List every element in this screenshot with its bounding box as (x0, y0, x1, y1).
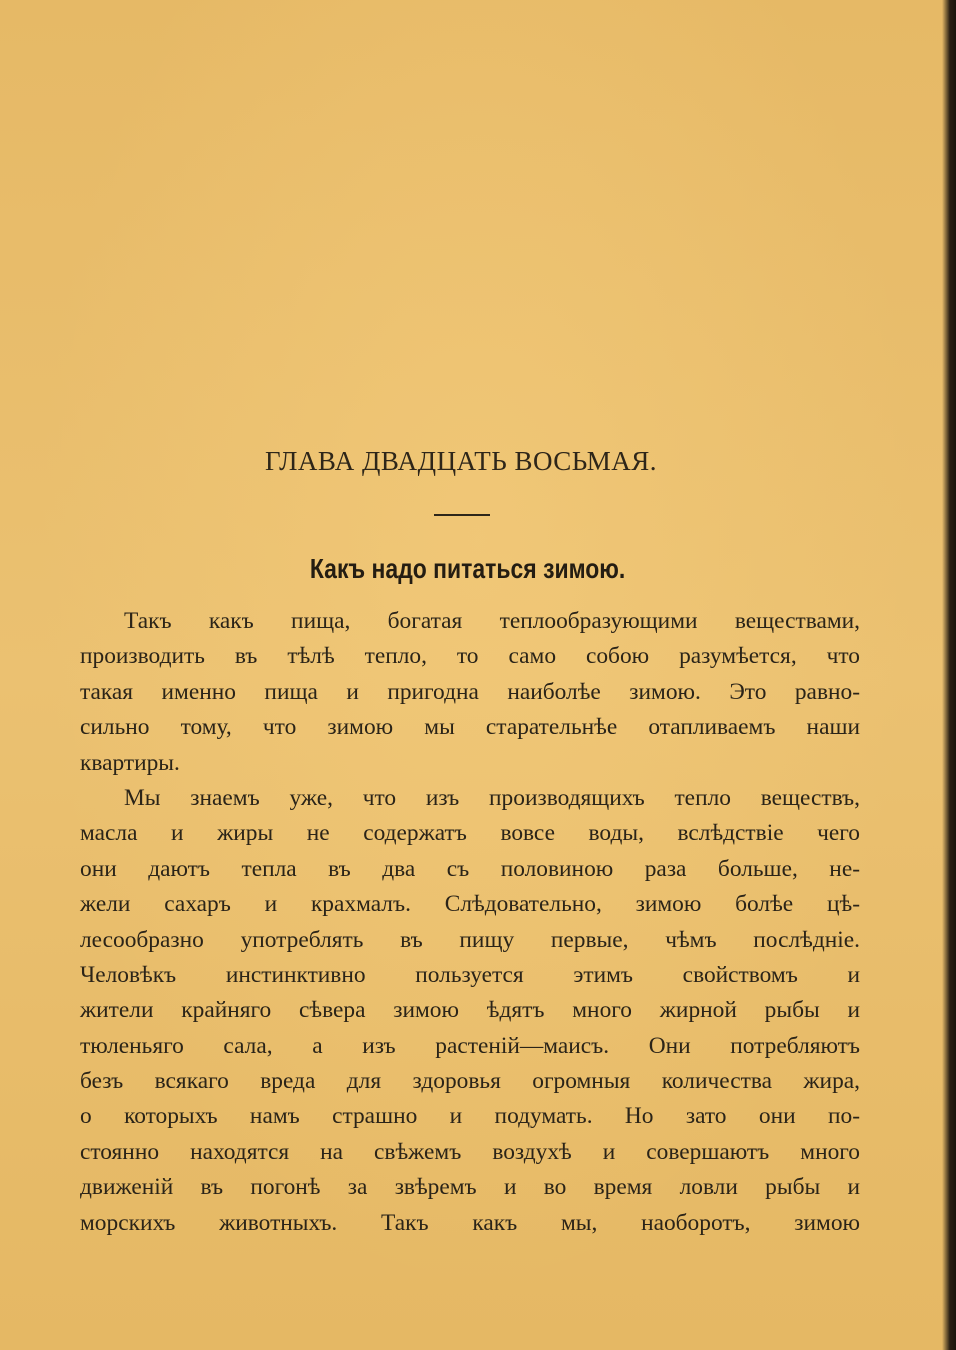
text-line: тюленьяго сала, а изъ растеній—маисъ. Они потребляютъ (80, 1032, 860, 1059)
text-line: о которыхъ намъ страшно и подумать. Но зато они по- (80, 1103, 860, 1130)
text-line: жели сахаръ и крахмалъ. Слѣдовательно, зимою болѣе цѣ- (80, 891, 860, 918)
paragraph-1 (80, 604, 860, 781)
text-line: безъ всякаго вреда для здоровья огромныя количества жира, (80, 1068, 860, 1095)
page-edge-shadow (942, 0, 956, 1350)
section-title: Какъ надо питаться зимою. (309, 553, 626, 584)
text-line: они даютъ тепла въ два съ половиною раза больше, не- (80, 855, 860, 882)
paragraph-2 (80, 781, 860, 1241)
text-line: Мы знаемъ уже, что изъ производящихъ тепло веществъ, (124, 784, 860, 811)
text-line: Человѣкъ инстинктивно пользуется этимъ свойствомъ и (80, 961, 860, 988)
text-line: жители крайняго сѣвера зимою ѣдятъ много жирной рыбы и (80, 997, 860, 1024)
text-line: морскихъ животныхъ. Такъ какъ мы, наоборотъ, зимою (80, 1209, 860, 1236)
text-line: сильно тому, что зимою мы старательнѣе отапливаемъ наши (80, 714, 860, 741)
text-line: такая именно пища и пригодна наиболѣе зимою. Это равно- (80, 678, 860, 705)
text-line: квартиры. (80, 749, 180, 776)
text-line: масла и жиры не содержатъ вовсе воды, вслѣдствіе чего (80, 820, 860, 847)
text-line: движеній въ погонѣ за звѣремъ и во время ловли рыбы и (80, 1174, 860, 1201)
body-text (80, 604, 860, 1241)
text-line: стоянно находятся на свѣжемъ воздухѣ и совершаютъ много (80, 1138, 860, 1165)
text-line: лесообразно употреблять въ пищу первые, чѣмъ послѣдніе. (80, 926, 860, 953)
text-line: Такъ какъ пища, богатая теплообразующими веществами, (124, 608, 860, 634)
heading-divider (434, 514, 490, 516)
text-line: производить въ тѣлѣ тепло, то само собою разумѣется, что (80, 643, 860, 670)
chapter-heading: ГЛАВА ДВАДЦАТЬ ВОСЬМАЯ. (265, 446, 657, 476)
